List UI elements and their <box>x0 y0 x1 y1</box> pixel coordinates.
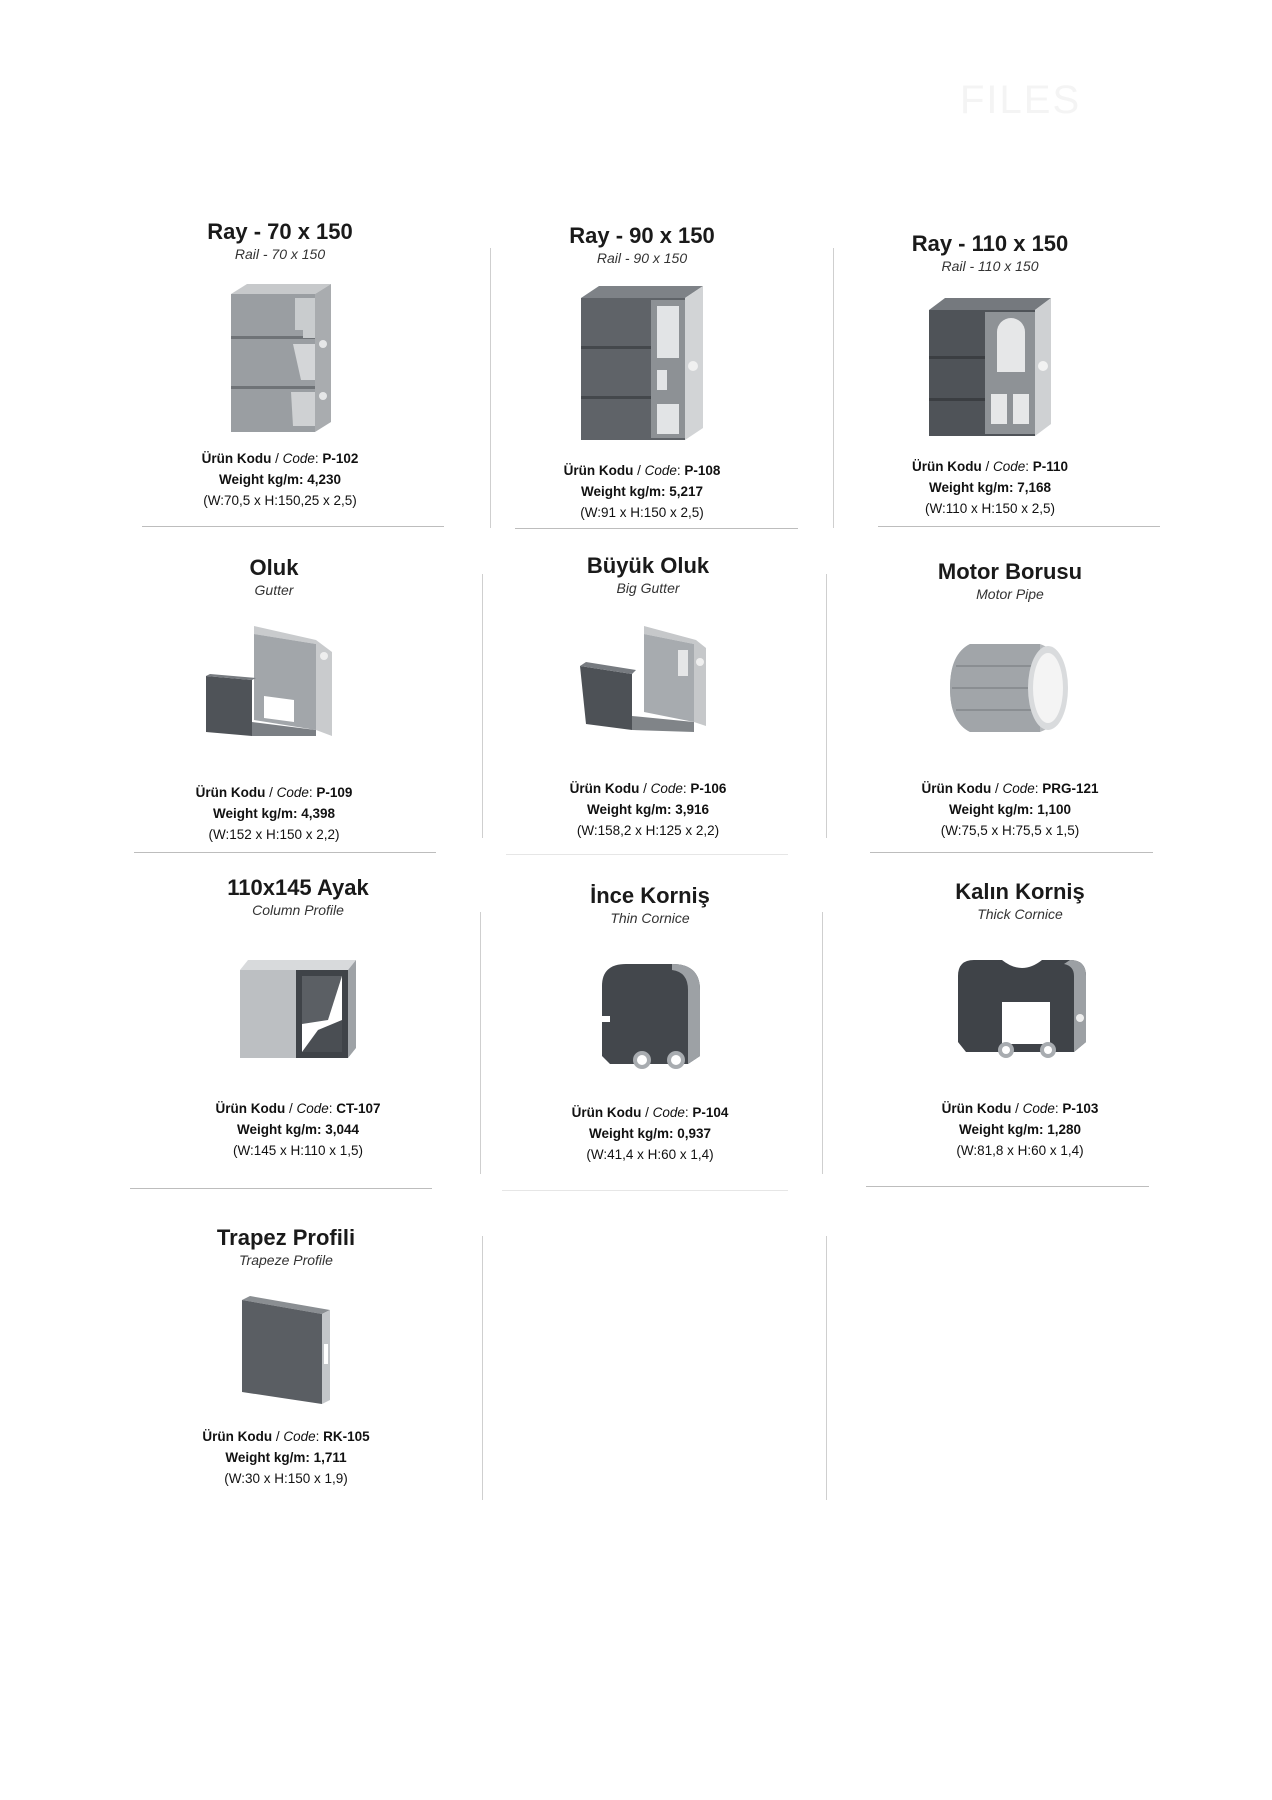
thick-cornice-icon <box>952 956 1088 1060</box>
column-divider <box>826 1236 827 1500</box>
product-weight: 4,398 <box>301 806 336 821</box>
product-title: Motor Borusu <box>937 559 1083 584</box>
product-info <box>860 778 1160 841</box>
product-dimensions: (W:41,4 x H:60 x 1,4) <box>586 1147 714 1162</box>
product-info <box>840 456 1140 519</box>
product-code-line: Ürün Kodu / Code: RK-105 <box>202 1429 370 1444</box>
product-info <box>492 460 792 523</box>
row-divider <box>506 854 788 855</box>
product-weight: 3,916 <box>675 802 710 817</box>
product-dimensions: (W:91 x H:150 x 2,5) <box>580 505 704 520</box>
product-weight-line: Weight kg/m: 1,711 <box>225 1450 347 1465</box>
product-code: P-103 <box>1062 1101 1099 1116</box>
product-weight-line: Weight kg/m: 5,217 <box>580 484 704 499</box>
column-divider <box>480 912 481 1174</box>
product-card <box>148 876 448 1166</box>
product-code-line: Ürün Kodu / Code: CT-107 <box>215 1101 381 1116</box>
product-weight: 5,217 <box>669 484 704 499</box>
product-info <box>124 782 424 845</box>
row-divider <box>130 1188 432 1189</box>
product-code: P-106 <box>690 781 727 796</box>
product-info <box>130 448 430 511</box>
row-divider <box>502 1190 788 1191</box>
product-card <box>500 884 800 1174</box>
product-subtitle: Thin Cornice <box>610 910 690 926</box>
column-divider <box>826 574 827 838</box>
product-subtitle: Rail - 70 x 150 <box>234 246 326 262</box>
product-info <box>148 1098 448 1161</box>
gutter-profile-icon <box>204 626 344 738</box>
product-code-line: Ürün Kodu / Code: PRG-121 <box>921 781 1099 796</box>
product-card <box>130 220 430 510</box>
product-code: PRG-121 <box>1042 781 1099 796</box>
product-weight-line: Weight kg/m: 1,280 <box>958 1122 1082 1137</box>
product-code-line: Ürün Kodu / Code: P-102 <box>201 451 359 466</box>
product-weight-line: Weight kg/m: 4,230 <box>218 472 342 487</box>
product-card <box>860 560 1160 850</box>
product-code-line: Ürün Kodu / Code: P-104 <box>571 1105 729 1120</box>
product-info <box>870 1098 1170 1161</box>
watermark: FILES <box>960 78 1082 122</box>
motor-pipe-icon <box>948 636 1072 740</box>
product-code: RK-105 <box>323 1429 370 1444</box>
product-weight-line: Weight kg/m: 3,044 <box>236 1122 360 1137</box>
product-code: P-110 <box>1032 459 1069 474</box>
rail-profile-icon <box>577 286 707 444</box>
product-subtitle: Rail - 110 x 150 <box>941 258 1039 274</box>
product-dimensions: (W:70,5 x H:150,25 x 2,5) <box>203 493 357 508</box>
product-weight: 1,100 <box>1037 802 1072 817</box>
product-weight-line: Weight kg/m: 0,937 <box>588 1126 712 1141</box>
product-title: Ray - 70 x 150 <box>207 219 353 244</box>
product-title: Kalın Korniş <box>955 879 1085 904</box>
product-code: P-109 <box>316 785 353 800</box>
product-dimensions: (W:30 x H:150 x 1,9) <box>224 1471 348 1486</box>
column-divider <box>482 1236 483 1500</box>
product-info <box>136 1426 436 1489</box>
product-code-line: Ürün Kodu / Code: P-109 <box>195 785 353 800</box>
product-weight-line: Weight kg/m: 7,168 <box>928 480 1052 495</box>
product-subtitle: Gutter <box>254 582 294 598</box>
rail-profile-icon <box>925 298 1055 438</box>
product-dimensions: (W:145 x H:110 x 1,5) <box>232 1143 364 1158</box>
product-subtitle: Column Profile <box>252 902 344 918</box>
product-code: CT-107 <box>336 1101 381 1116</box>
column-divider <box>490 248 491 528</box>
column-divider <box>482 574 483 838</box>
row-divider <box>134 852 436 853</box>
row-divider <box>142 526 444 527</box>
big-gutter-profile-icon <box>578 626 718 734</box>
product-weight: 1,711 <box>313 1450 347 1465</box>
product-title: Büyük Oluk <box>586 553 710 578</box>
product-subtitle: Thick Cornice <box>977 906 1063 922</box>
product-card <box>840 232 1140 522</box>
product-dimensions: (W:110 x H:150 x 2,5) <box>924 501 1056 516</box>
product-weight: 7,168 <box>1017 480 1052 495</box>
rail-profile-icon <box>225 284 335 434</box>
product-code: P-102 <box>322 451 359 466</box>
product-title: 110x145 Ayak <box>227 875 369 900</box>
product-weight: 1,280 <box>1047 1122 1082 1137</box>
product-dimensions: (W:75,5 x H:75,5 x 1,5) <box>940 823 1080 838</box>
thin-cornice-icon <box>596 960 704 1076</box>
product-title: Ray - 110 x 150 <box>911 231 1069 256</box>
product-dimensions: (W:158,2 x H:125 x 2,2) <box>576 823 720 838</box>
product-card <box>498 554 798 844</box>
row-divider <box>866 1186 1149 1187</box>
product-code: P-104 <box>692 1105 729 1120</box>
product-dimensions: (W:81,8 x H:60 x 1,4) <box>956 1143 1084 1158</box>
column-divider <box>833 248 834 528</box>
product-weight: 3,044 <box>325 1122 360 1137</box>
product-weight: 0,937 <box>677 1126 712 1141</box>
product-title: Oluk <box>249 555 299 580</box>
product-card <box>492 223 792 520</box>
product-subtitle: Motor Pipe <box>976 586 1044 602</box>
product-weight: 4,230 <box>307 472 342 487</box>
row-divider <box>870 852 1153 853</box>
product-title: İnce Korniş <box>590 883 710 908</box>
product-subtitle: Trapeze Profile <box>239 1252 333 1268</box>
product-code: P-108 <box>684 463 721 478</box>
product-title: Ray - 90 x 150 <box>569 223 715 248</box>
product-subtitle: Rail - 90 x 150 <box>596 250 688 266</box>
product-code-line: Ürün Kodu / Code: P-108 <box>563 463 721 478</box>
product-title: Trapez Profili <box>216 1225 356 1250</box>
product-code-line: Ürün Kodu / Code: P-106 <box>569 781 727 796</box>
product-code-line: Ürün Kodu / Code: P-110 <box>911 459 1069 474</box>
product-dimensions: (W:152 x H:150 x 2,2) <box>208 827 340 842</box>
row-divider <box>878 526 1160 527</box>
product-weight-line: Weight kg/m: 3,916 <box>586 802 710 817</box>
product-weight-line: Weight kg/m: 1,100 <box>948 802 1072 817</box>
product-weight-line: Weight kg/m: 4,398 <box>212 806 336 821</box>
product-card <box>136 1226 436 1516</box>
product-info <box>498 778 798 841</box>
product-code-line: Ürün Kodu / Code: P-103 <box>941 1101 1099 1116</box>
product-card <box>870 880 1170 1170</box>
column-divider <box>822 912 823 1174</box>
trapeze-profile-icon <box>236 1296 336 1406</box>
column-profile-icon <box>238 960 358 1060</box>
product-card <box>124 556 424 846</box>
product-info <box>500 1102 800 1165</box>
row-divider <box>515 528 798 529</box>
product-subtitle: Big Gutter <box>616 580 680 596</box>
